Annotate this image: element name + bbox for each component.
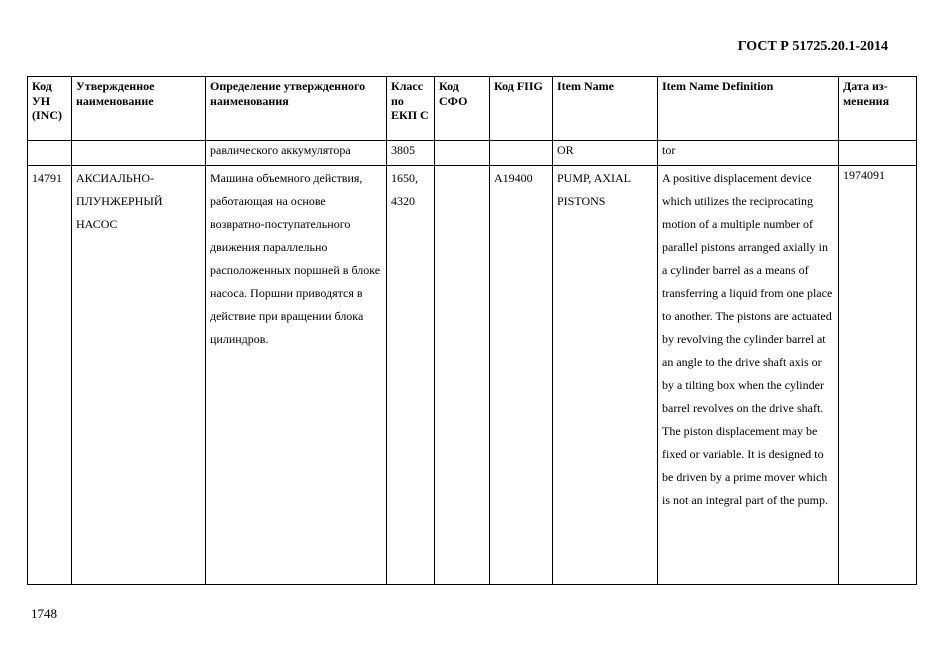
cell-item-def: tor <box>658 141 839 166</box>
cell-sfo <box>435 166 490 585</box>
col-header-sfo: Код СФО <box>435 77 490 141</box>
col-header-class: Класс по ЕКП С <box>387 77 435 141</box>
cell-fiig <box>490 141 553 166</box>
cell-definition: равлического аккумулятора <box>206 141 387 166</box>
document-header: ГОСТ Р 51725.20.1-2014 <box>737 39 888 54</box>
cell-class: 3805 <box>387 141 435 166</box>
cell-fiig: A19400 <box>490 166 553 585</box>
cell-sfo <box>435 141 490 166</box>
cell-name <box>72 141 206 166</box>
col-header-definition: Определение утвержденного наименования <box>206 77 387 141</box>
col-header-item-def: Item Name Definition <box>658 77 839 141</box>
col-header-item-name: Item Name <box>553 77 658 141</box>
col-header-fiig: Код FIIG <box>490 77 553 141</box>
page-number: 1748 <box>31 606 57 621</box>
table-row <box>28 166 917 585</box>
cell-inc: 14791 <box>28 166 72 585</box>
cell-inc <box>28 141 72 166</box>
col-header-name: Утвержденное наименование <box>72 77 206 141</box>
cell-item-name: PUMP, AXIAL PISTONS <box>553 166 658 585</box>
cell-date <box>839 141 917 166</box>
cell-date: 1974091 <box>839 166 917 585</box>
cell-name: АКСИАЛЬНО-ПЛУНЖЕРНЫЙ НАСОС <box>72 166 206 585</box>
cell-class: 1650, 4320 <box>387 166 435 585</box>
cell-definition: Машина объемного действия, работающая на основе возвратно-поступательного движения параллельно расположенных поршней в блоке насоса. Поршни приводятся в действие при вращении блока цилиндров. <box>206 166 387 585</box>
cell-item-name: OR <box>553 141 658 166</box>
cell-item-def: A positive displacement device which utilizes the reciprocating motion of a multiple number of parallel pistons arranged axially in a cylinder barrel as a means of transferring a liquid from one place to another. The pistons are actuated by revolving the cylinder barrel at an angle to the drive shaft axis or by a tilting box when the cylinder barrel revolves on the drive shaft. The piston displacement may be fixed or variable. It is designed to be driven by a prime mover which is not an integral part of the pump. <box>658 166 839 585</box>
table-row-continuation <box>28 141 917 166</box>
catalog-table <box>27 76 917 585</box>
col-header-inc: Код УН (INC) <box>28 77 72 141</box>
table-header-row <box>28 77 917 141</box>
col-header-date: Дата из-менения <box>839 77 917 141</box>
